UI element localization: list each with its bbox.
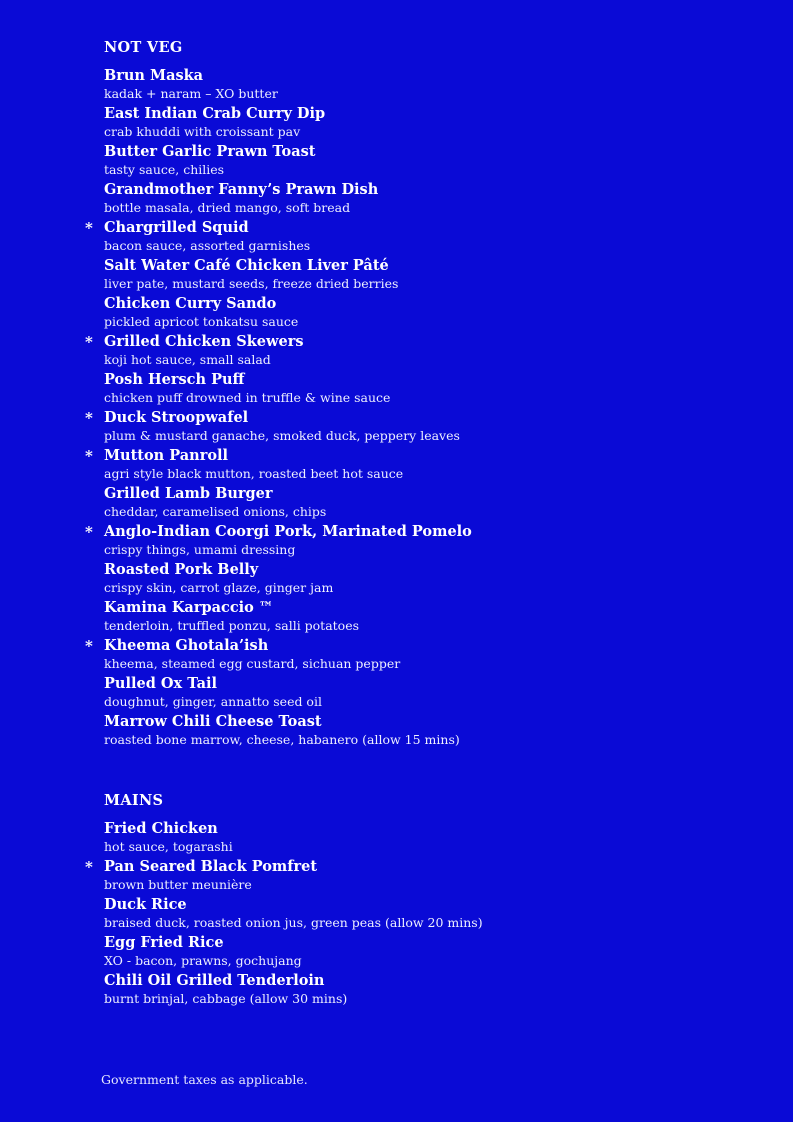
item-description: doughnut, ginger, annatto seed oil [104,694,322,709]
menu-item [85,522,724,560]
item-name: Chargrilled Squid [104,219,249,236]
item-description: cheddar, caramelised onions, chips [104,504,327,519]
item-name: Marrow Chili Cheese Toast [104,713,322,730]
item-name: Salt Water Café Chicken Liver Pâté [104,257,389,274]
item-description: agri style black mutton, roasted beet hot sauce [104,466,404,481]
menu-item [104,484,724,522]
item-description: bacon sauce, assorted garnishes [104,238,311,253]
item-name: Mutton Panroll [104,447,229,464]
menu-item [104,142,724,180]
item-description: crispy skin, carrot glaze, ginger jam [104,580,334,595]
item-name: Grilled Lamb Burger [104,485,273,502]
item-description: koji hot sauce, small salad [104,352,271,367]
item-description: chicken puff drowned in truffle & wine sauce [104,390,391,405]
item-name: Egg Fried Rice [104,934,224,951]
star-marker: * [85,447,93,465]
item-description: XO - bacon, prawns, gochujang [104,953,302,968]
item-name: East Indian Crab Curry Dip [104,105,326,122]
item-description: tasty sauce, chilies [104,162,225,177]
item-name: Kamina Karpaccio ™ [104,599,274,616]
item-name: Pulled Ox Tail [104,675,218,692]
item-name: Chicken Curry Sando [104,295,277,312]
menu-item [85,857,724,895]
menu-item [104,895,724,933]
menu-item [104,933,724,971]
section-mains [85,791,724,1009]
menu-item [104,66,724,104]
menu-item [104,560,724,598]
item-name: Duck Stroopwafel [104,409,249,426]
item-name: Grandmother Fanny’s Prawn Dish [104,181,379,198]
star-marker: * [85,523,93,541]
menu-item [104,971,724,1009]
item-name: Chili Oil Grilled Tenderloin [104,972,325,989]
menu-item [104,256,724,294]
item-description: bottle masala, dried mango, soft bread [104,200,351,215]
menu-item [85,218,724,256]
item-description: burnt brinjal, cabbage (allow 30 mins) [104,991,348,1006]
item-name: Posh Hersch Puff [104,371,245,388]
menu-item [104,180,724,218]
menu-item [104,819,724,857]
menu-item [104,598,724,636]
menu-item [104,294,724,332]
star-marker: * [85,858,93,876]
item-name: Duck Rice [104,896,187,913]
item-name: Butter Garlic Prawn Toast [104,143,316,160]
menu-item [85,408,724,446]
item-description: hot sauce, togarashi [104,839,233,854]
menu-item [104,104,724,142]
menu-item [104,674,724,712]
item-description: crab khuddi with croissant pav [104,124,301,139]
star-marker: * [85,333,93,351]
item-description: tenderloin, truffled ponzu, salli potatoes [104,618,360,633]
section-title: NOT VEG [104,39,183,56]
item-description: crispy things, umami dressing [104,542,296,557]
menu-item [104,370,724,408]
item-description: plum & mustard ganache, smoked duck, peppery leaves [104,428,460,443]
item-list [85,819,724,1009]
menu-item [85,636,724,674]
item-description: braised duck, roasted onion jus, green peas (allow 20 mins) [104,915,483,930]
section-title: MAINS [104,792,164,809]
star-marker: * [85,409,93,427]
item-description: roasted bone marrow, cheese, habanero (allow 15 mins) [104,732,460,747]
item-list [85,66,724,750]
item-description: brown butter meunière [104,877,252,892]
item-name: Brun Maska [104,67,204,84]
menu-item [104,712,724,750]
item-name: Kheema Ghotala’ish [104,637,269,654]
item-name: Grilled Chicken Skewers [104,333,304,350]
item-name: Roasted Pork Belly [104,561,259,578]
menu-item [85,332,724,370]
item-description: kadak + naram – XO butter [104,86,278,101]
footer-note: Government taxes as applicable. [101,1072,308,1087]
menu-item [85,446,724,484]
star-marker: * [85,637,93,655]
item-description: liver pate, mustard seeds, freeze dried berries [104,276,399,291]
item-name: Pan Seared Black Pomfret [104,858,318,875]
item-name: Anglo-Indian Coorgi Pork, Marinated Pomelo [104,523,472,540]
section-not-veg [85,38,724,750]
item-description: kheema, steamed egg custard, sichuan pepper [104,656,401,671]
star-marker: * [85,219,93,237]
item-description: pickled apricot tonkatsu sauce [104,314,299,329]
item-name: Fried Chicken [104,820,218,837]
